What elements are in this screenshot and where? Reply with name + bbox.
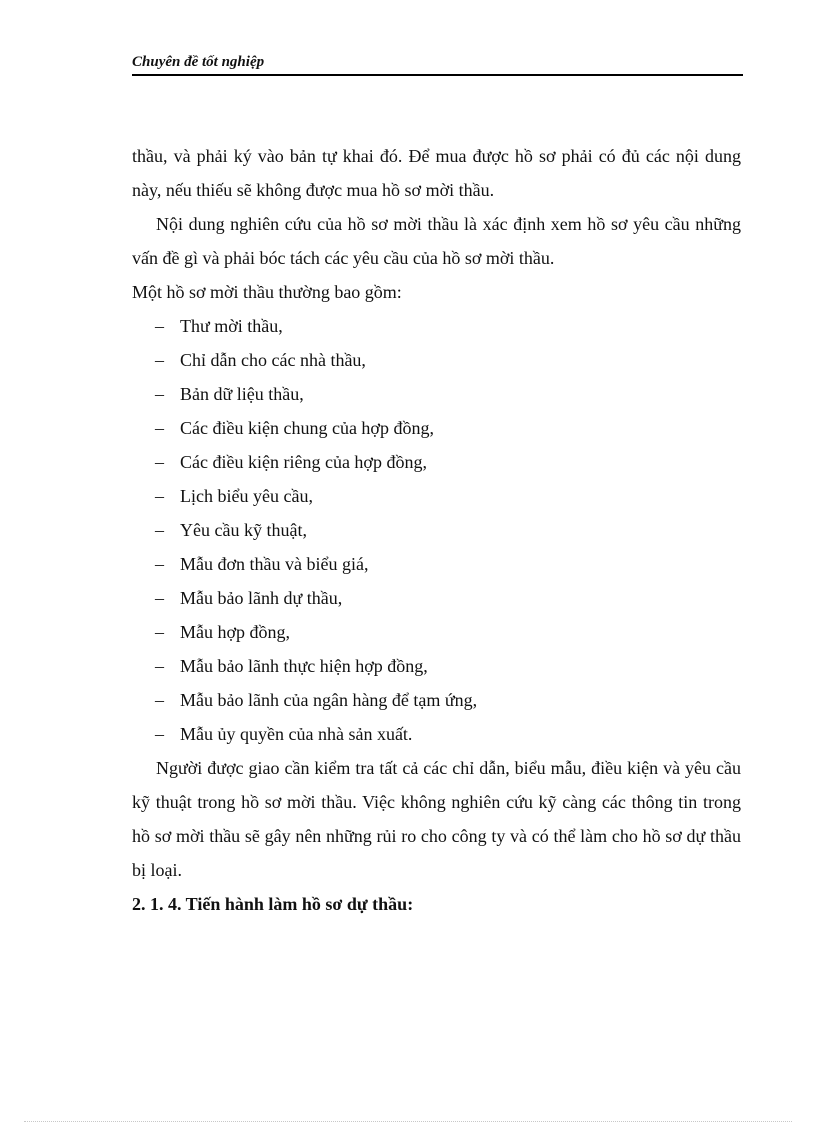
list-item — [132, 343, 741, 377]
list-item-text: Lịch biểu yêu cầu, — [180, 486, 313, 506]
list-item-text: Chỉ dẫn cho các nhà thầu, — [180, 350, 366, 370]
list-item-text: Bản dữ liệu thầu, — [180, 384, 304, 404]
dash-bullet: – — [155, 622, 164, 642]
dash-bullet: – — [155, 418, 164, 438]
dash-bullet: – — [155, 656, 164, 676]
dash-bullet: – — [155, 486, 164, 506]
list-item — [132, 717, 741, 751]
list-item — [132, 547, 741, 581]
dash-bullet: – — [155, 724, 164, 744]
dash-bullet: – — [155, 690, 164, 710]
paragraph-list-intro: Một hồ sơ mời thầu thường bao gồm: — [132, 282, 402, 302]
list-item-text: Yêu cầu kỹ thuật, — [180, 520, 307, 540]
list-item — [132, 615, 741, 649]
list-item-text: Mẫu ủy quyền của nhà sản xuất. — [180, 724, 413, 744]
dash-bullet: – — [155, 554, 164, 574]
list-item — [132, 581, 741, 615]
list-item — [132, 411, 741, 445]
list-item-text: Các điều kiện riêng của hợp đồng, — [180, 452, 427, 472]
dash-bullet: – — [155, 520, 164, 540]
dash-bullet: – — [155, 350, 164, 370]
dash-bullet: – — [155, 384, 164, 404]
list-item — [132, 683, 741, 717]
paragraph-review-warning: Người được giao cần kiểm tra tất cả các chỉ dẫn, biểu mẫu, điều kiện và yêu cầu kỹ thuật trong hồ sơ mời thầu. Việc không nghiên cứu kỹ càng các thông tin trong hồ sơ mời thầu sẽ gây nên những rủi ro cho công ty và có thể làm cho hồ sơ dự thầu bị loại. — [132, 758, 741, 880]
dash-bullet: – — [155, 316, 164, 336]
paragraph-research-content: Nội dung nghiên cứu của hồ sơ mời thầu là xác định xem hồ sơ yêu cầu những vấn đề gì và phải bóc tách các yêu cầu của hồ sơ mời thầu. — [132, 214, 741, 268]
dash-bullet: – — [155, 452, 164, 472]
dash-bullet: – — [155, 588, 164, 608]
list-item-text: Các điều kiện chung của hợp đồng, — [180, 418, 434, 438]
list-item-text: Mẫu bảo lãnh của ngân hàng để tạm ứng, — [180, 690, 478, 710]
list-item-text: Thư mời thầu, — [180, 316, 283, 336]
list-item-text: Mẫu đơn thầu và biểu giá, — [180, 554, 369, 574]
list-item — [132, 445, 741, 479]
tender-documents-list — [132, 309, 741, 751]
page-bottom-divider — [24, 1121, 792, 1122]
document-body — [132, 139, 741, 921]
list-item — [132, 513, 741, 547]
list-item-text: Mẫu hợp đồng, — [180, 622, 291, 642]
section-heading: 2. 1. 4. Tiến hành làm hồ sơ dự thầu: — [132, 894, 414, 914]
list-item — [132, 649, 741, 683]
list-item-text: Mẫu bảo lãnh dự thầu, — [180, 588, 343, 608]
list-item — [132, 479, 741, 513]
paragraph-continuation: thầu, và phải ký vào bản tự khai đó. Để mua được hồ sơ phải có đủ các nội dung này, nếu thiếu sẽ không được mua hồ sơ mời thầu. — [132, 146, 741, 200]
list-item — [132, 309, 741, 343]
list-item-text: Mẫu bảo lãnh thực hiện hợp đồng, — [180, 656, 428, 676]
page-header — [132, 52, 743, 76]
list-item — [132, 377, 741, 411]
header-title: Chuyên đề tốt nghiệp — [132, 54, 265, 70]
